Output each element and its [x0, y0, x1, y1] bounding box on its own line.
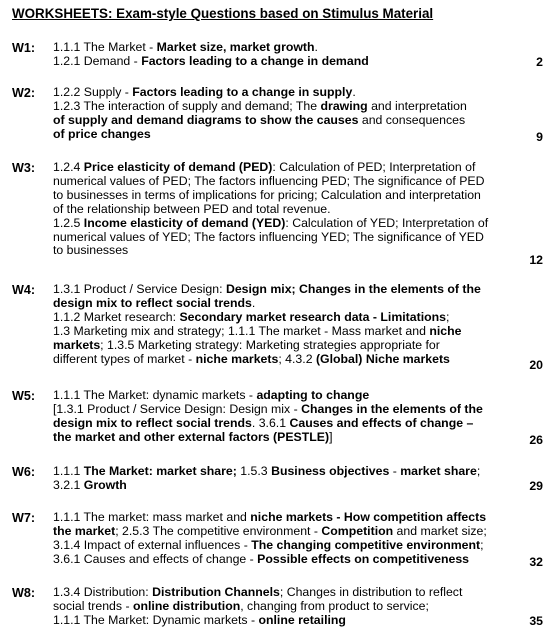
page-number: 26	[529, 433, 543, 447]
description-line: 1.1.1 The Market - Market size, market growth.	[53, 40, 318, 54]
worksheet-description	[53, 586, 523, 628]
worksheet-description	[53, 511, 523, 567]
description-line: 1.1.1 The market: mass market and niche markets - How competition affects	[53, 510, 487, 524]
worksheet-description	[53, 465, 523, 493]
worksheet-label: W4:	[12, 283, 36, 297]
description-line: of supply and demand diagrams to show the causes and consequences	[53, 112, 466, 127]
page-title: WORKSHEETS: Exam-style Questions based on Stimulus Material	[12, 6, 434, 21]
page-number: 35	[529, 614, 543, 628]
worksheet-description	[53, 283, 523, 366]
description-line: social trends - online distribution, changing from product to service;	[53, 598, 429, 613]
worksheet-label: W1:	[12, 41, 36, 55]
page-number: 9	[536, 130, 543, 144]
description-line: markets; 1.3.5 Marketing strategy: Marketing strategies appropriate for	[53, 337, 440, 352]
worksheet-label: W3:	[12, 161, 36, 175]
description-line: design mix to reflect social trends.	[53, 295, 256, 310]
page-number: 12	[529, 253, 543, 267]
worksheet-label: W7:	[12, 511, 36, 525]
description-line: the market and other external factors (PESTLE)]	[53, 429, 333, 444]
description-line: 1.1.1 The Market: Dynamic markets - online retailing	[53, 612, 346, 627]
page-number: 29	[529, 479, 543, 493]
description-line: 1.2.5 Income elasticity of demand (YED): Calculation of YED; Interpretation of	[53, 215, 489, 230]
description-line: different types of market - niche markets; 4.3.2 (Global) Niche markets	[53, 351, 450, 366]
description-line: numerical values of YED; The factors influencing YED; The significance of YED	[53, 229, 484, 244]
description-line: 1.1.2 Market research: Secondary market research data - Limitations;	[53, 309, 450, 324]
page-number: 20	[529, 358, 543, 372]
description-line: 1.3.1 Product / Service Design: Design mix; Changes in the elements of the	[53, 282, 481, 296]
description-line: of price changes	[53, 126, 151, 141]
worksheet-description	[53, 41, 523, 69]
description-line: 1.2.3 The interaction of supply and demand; The drawing and interpretation	[53, 98, 467, 113]
description-line: 3.6.1 Causes and effects of change - Possible effects on competitiveness	[53, 551, 470, 566]
description-line: design mix to reflect social trends. 3.6.1 Causes and effects of change –	[53, 415, 474, 430]
page-number: 32	[529, 555, 543, 569]
worksheet-label: W8:	[12, 586, 36, 600]
worksheet-label: W2:	[12, 86, 36, 100]
worksheet-label: W6:	[12, 465, 36, 479]
description-line: to businesses	[53, 243, 129, 258]
description-line: to businesses in terms of implications for pricing; Calculation and interpretation	[53, 187, 481, 202]
worksheet-description	[53, 389, 523, 445]
worksheet-label: W5:	[12, 389, 36, 403]
worksheet-description	[53, 86, 523, 142]
description-line: 1.2.2 Supply - Factors leading to a change in supply.	[53, 85, 356, 99]
description-line: 1.3 Marketing mix and strategy; 1.1.1 The market - Mass market and niche	[53, 323, 462, 338]
description-line: 1.2.1 Demand - Factors leading to a change in demand	[53, 53, 369, 68]
description-line: 1.1.1 The Market: dynamic markets - adapting to change	[53, 388, 370, 402]
description-line: of the relationship between PED and total revenue.	[53, 201, 331, 216]
page-number: 2	[536, 55, 543, 69]
description-line: 3.2.1 Growth	[53, 477, 127, 492]
description-line: 3.1.4 Impact of external influences - The changing competitive environment;	[53, 537, 484, 552]
description-line: 1.3.4 Distribution: Distribution Channels; Changes in distribution to reflect	[53, 585, 463, 599]
description-line: the market; 2.5.3 The competitive environment - Competition and market size;	[53, 523, 487, 538]
description-line: numerical values of PED; The factors influencing PED; The significance of PED	[53, 173, 485, 188]
worksheet-description	[53, 161, 523, 258]
description-line: 1.1.1 The Market: market share; 1.5.3 Business objectives - market share;	[53, 464, 481, 478]
description-line: 1.2.4 Price elasticity of demand (PED): Calculation of PED; Interpretation of	[53, 160, 476, 174]
description-line: [1.3.1 Product / Service Design: Design mix - Changes in the elements of the	[53, 401, 483, 416]
